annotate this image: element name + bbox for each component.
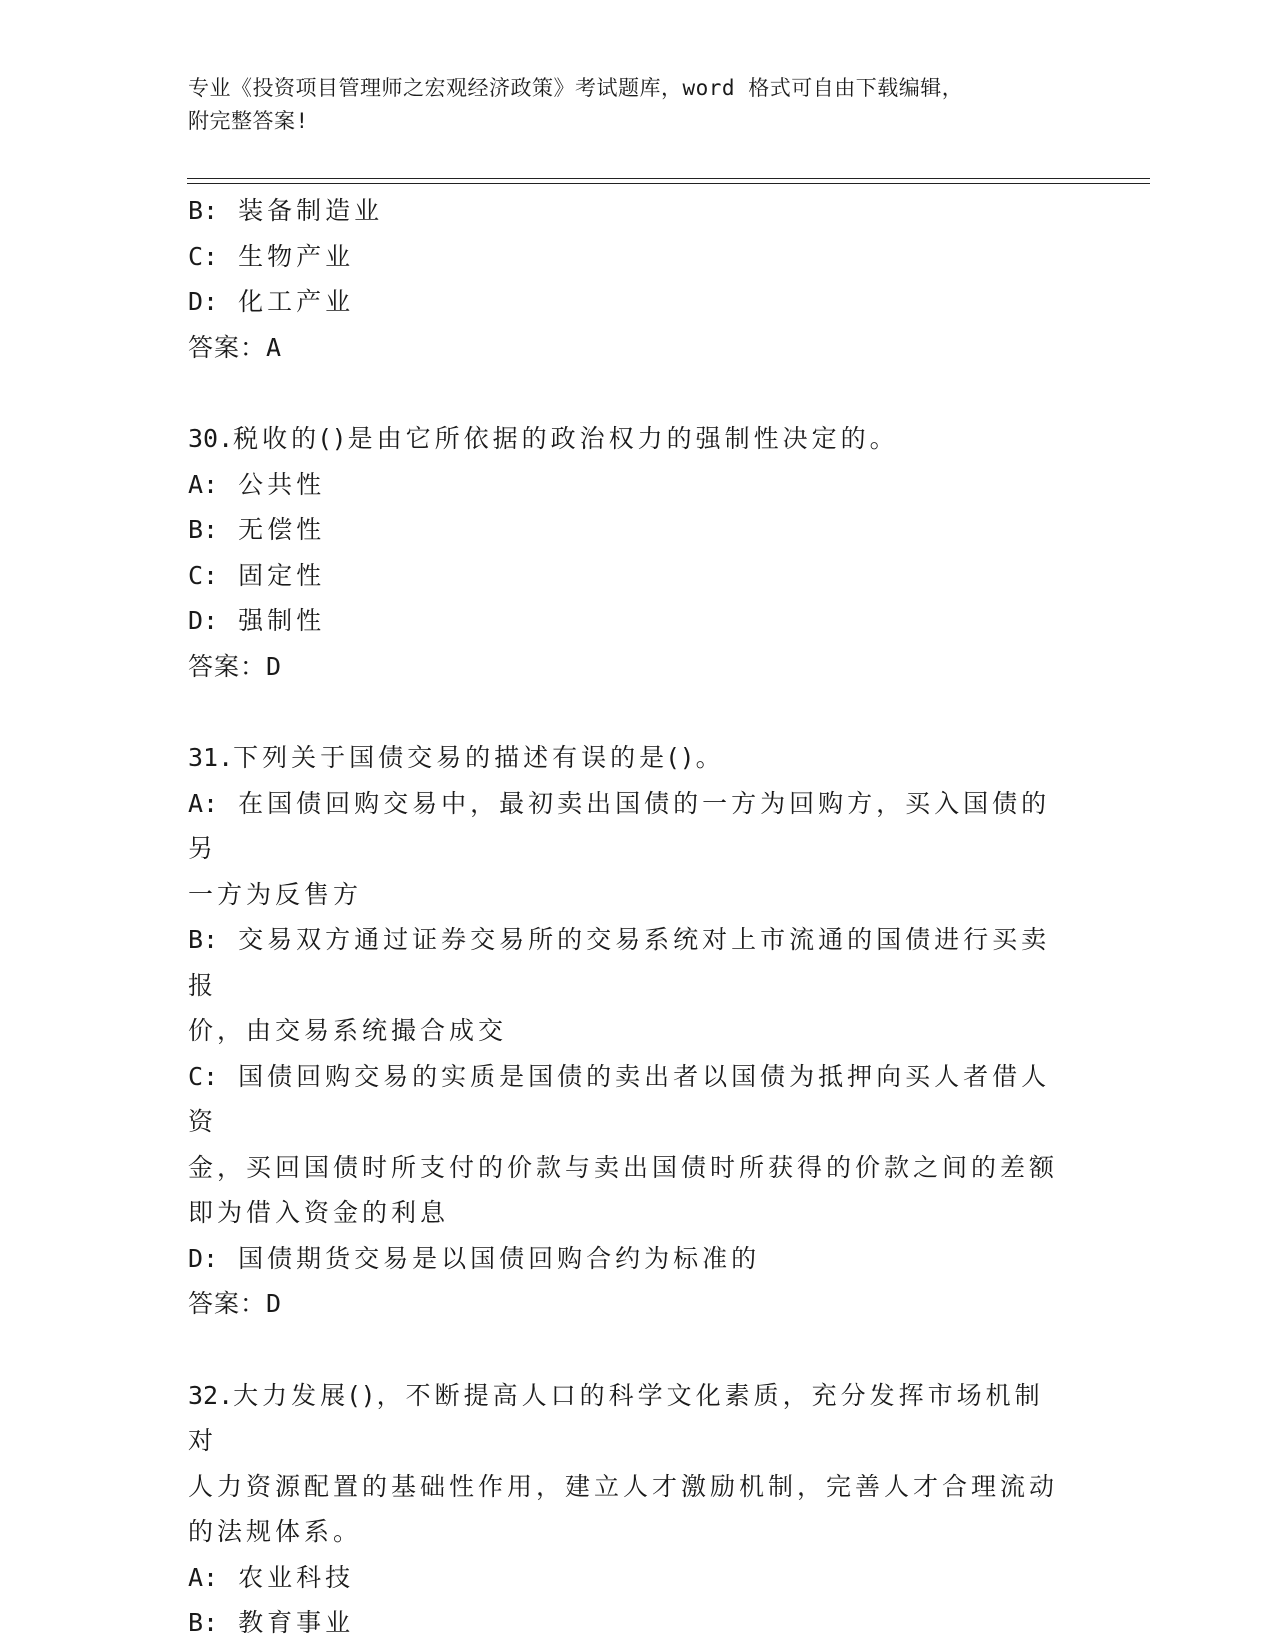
option-b: B: 交易双方通过证券交易所的交易系统对上市流通的国债进行买卖报 <box>188 925 1051 1000</box>
header-divider-thick <box>187 178 1150 179</box>
answer-line: 答案：D <box>188 1289 283 1318</box>
question-continuation: 的法规体系。 <box>188 1517 363 1546</box>
option-d: D: 强制性 <box>188 606 326 635</box>
question-block <box>188 188 1068 370</box>
option-c-continuation: 金，买回国债时所支付的价款与卖出国债时所获得的价款之间的差额 <box>188 1152 1059 1182</box>
option-a: A: 农业科技 <box>188 1562 355 1592</box>
option-a: A: 公共性 <box>188 469 326 499</box>
option-c: C: 生物产业 <box>188 241 355 271</box>
option-d: D: 国债期货交易是以国债回购合约为标准的 <box>188 1243 761 1273</box>
header-line-2: 附完整答案! <box>188 109 309 133</box>
option-b: B: 无偿性 <box>188 515 326 544</box>
document-header <box>188 72 1088 138</box>
question-list <box>188 188 1068 1646</box>
question-block <box>188 1373 1068 1646</box>
answer-line: 答案：A <box>188 332 283 362</box>
option-a: A: 在国债回购交易中，最初卖出国债的一方为回购方，买入国债的另 <box>188 788 1051 863</box>
option-b: B: 装备制造业 <box>188 196 384 225</box>
option-b-continuation: 价，由交易系统撮合成交 <box>188 1016 508 1045</box>
option-d: D: 化工产业 <box>188 287 355 316</box>
answer-line: 答案：D <box>188 651 283 681</box>
option-c-continuation: 即为借入资金的利息 <box>188 1198 450 1227</box>
question-text: 30.税收的()是由它所依据的政治权力的强制性决定的。 <box>188 424 899 453</box>
header-line-1: 专业《投资项目管理师之宏观经济政策》考试题库，word 格式可自由下载编辑， <box>188 76 964 100</box>
option-a-continuation: 一方为反售方 <box>188 879 363 909</box>
question-text: 32.大力发展()，不断提高人口的科学文化素质，充分发挥市场机制对 <box>188 1380 1044 1455</box>
option-c: C: 固定性 <box>188 560 326 590</box>
question-text: 31.下列关于国债交易的描述有误的是()。 <box>188 743 725 772</box>
header-divider-thin <box>187 183 1150 184</box>
option-b: B: 教育事业 <box>188 1608 355 1637</box>
question-block <box>188 416 1068 689</box>
option-c: C: 国债回购交易的实质是国债的卖出者以国债为抵押向买人者借人资 <box>188 1061 1051 1136</box>
question-continuation: 人力资源配置的基础性作用，建立人才激励机制，完善人才合理流动 <box>188 1471 1059 1501</box>
question-block <box>188 735 1068 1327</box>
